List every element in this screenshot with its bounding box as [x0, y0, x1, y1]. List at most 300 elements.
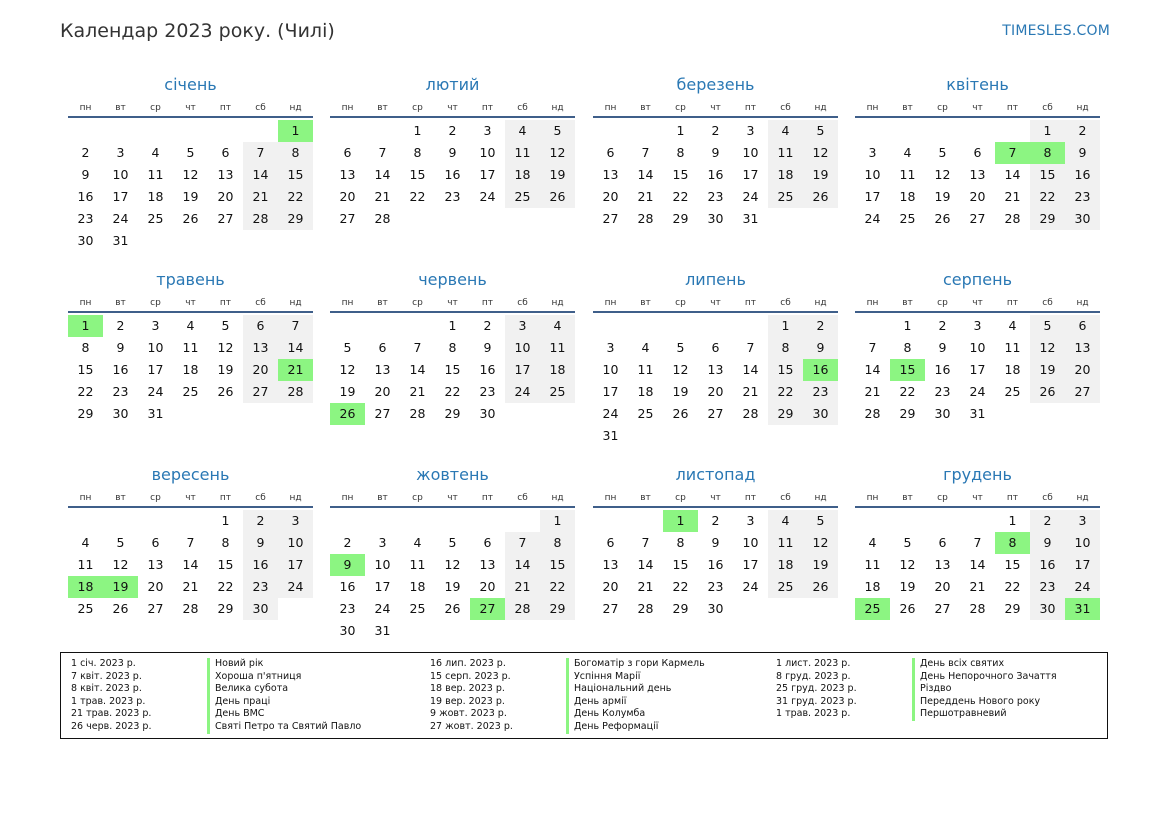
day-cell[interactable]: 8: [768, 337, 803, 359]
day-cell[interactable]: 17: [864, 189, 881, 204]
day-cell[interactable]: 6: [378, 340, 387, 355]
day-cell[interactable]: 2: [938, 318, 947, 333]
day-cell[interactable]: 13: [147, 557, 164, 572]
day-cell[interactable]: 20: [243, 359, 278, 381]
day-cell[interactable]: 22: [217, 579, 234, 594]
day-cell[interactable]: 26: [1030, 381, 1065, 403]
day-cell[interactable]: 10: [112, 167, 129, 182]
day-cell[interactable]: 30: [112, 406, 129, 421]
day-cell[interactable]: 15: [540, 554, 575, 576]
day-cell[interactable]: 4: [868, 535, 877, 550]
day-cell[interactable]: 17: [374, 579, 391, 594]
day-cell[interactable]: 26: [444, 601, 461, 616]
day-cell[interactable]: 15: [768, 359, 803, 381]
day-cell[interactable]: 26: [217, 384, 234, 399]
day-cell[interactable]: 20: [934, 579, 951, 594]
day-cell[interactable]: 11: [505, 142, 540, 164]
day-cell[interactable]: 30: [479, 406, 496, 421]
day-cell[interactable]: 8: [413, 145, 422, 160]
day-cell[interactable]: 25: [540, 381, 575, 403]
day-cell[interactable]: 8: [676, 535, 685, 550]
day-cell[interactable]: 26: [112, 601, 129, 616]
day-cell[interactable]: 12: [899, 557, 916, 572]
day-cell[interactable]: 21: [969, 579, 986, 594]
day-cell[interactable]: 30: [1065, 208, 1100, 230]
day-cell[interactable]: 11: [77, 557, 94, 572]
day-cell[interactable]: 12: [934, 167, 951, 182]
day-cell[interactable]: 1: [221, 513, 230, 528]
day-cell[interactable]: 16: [243, 554, 278, 576]
day-cell[interactable]: 14: [278, 337, 313, 359]
day-cell[interactable]: 6: [938, 535, 947, 550]
day-cell[interactable]: 6: [343, 145, 352, 160]
day-cell[interactable]: 4: [186, 318, 195, 333]
day-cell[interactable]: 29: [768, 403, 803, 425]
day-cell[interactable]: 11: [637, 362, 654, 377]
day-cell[interactable]: 29: [1030, 208, 1065, 230]
day-cell[interactable]: 9: [483, 340, 492, 355]
day-cell[interactable]: 9: [938, 340, 947, 355]
day-cell[interactable]: 28: [1004, 211, 1021, 226]
day-cell[interactable]: 18: [409, 579, 426, 594]
day-cell[interactable]: 10: [969, 340, 986, 355]
holiday-day-cell[interactable]: 19: [103, 576, 138, 598]
day-cell[interactable]: 1: [1008, 513, 1017, 528]
day-cell[interactable]: 3: [278, 510, 313, 532]
day-cell[interactable]: 19: [540, 164, 575, 186]
day-cell[interactable]: 25: [637, 406, 654, 421]
day-cell[interactable]: 6: [483, 535, 492, 550]
day-cell[interactable]: 13: [969, 167, 986, 182]
day-cell[interactable]: 7: [641, 145, 650, 160]
day-cell[interactable]: 12: [217, 340, 234, 355]
day-cell[interactable]: 9: [243, 532, 278, 554]
day-cell[interactable]: 25: [182, 384, 199, 399]
day-cell[interactable]: 27: [243, 381, 278, 403]
day-cell[interactable]: 2: [803, 315, 838, 337]
day-cell[interactable]: 4: [768, 120, 803, 142]
day-cell[interactable]: 22: [1004, 579, 1021, 594]
day-cell[interactable]: 2: [711, 513, 720, 528]
day-cell[interactable]: 10: [147, 340, 164, 355]
day-cell[interactable]: 27: [707, 406, 724, 421]
day-cell[interactable]: 7: [746, 340, 755, 355]
day-cell[interactable]: 18: [182, 362, 199, 377]
day-cell[interactable]: 28: [864, 406, 881, 421]
day-cell[interactable]: 1: [540, 510, 575, 532]
day-cell[interactable]: 9: [81, 167, 90, 182]
day-cell[interactable]: 2: [711, 123, 720, 138]
day-cell[interactable]: 2: [1065, 120, 1100, 142]
day-cell[interactable]: 14: [742, 362, 759, 377]
day-cell[interactable]: 2: [448, 123, 457, 138]
day-cell[interactable]: 28: [505, 598, 540, 620]
day-cell[interactable]: 12: [444, 557, 461, 572]
day-cell[interactable]: 15: [409, 167, 426, 182]
day-cell[interactable]: 27: [602, 211, 619, 226]
day-cell[interactable]: 23: [707, 189, 724, 204]
day-cell[interactable]: 16: [707, 557, 724, 572]
day-cell[interactable]: 23: [77, 211, 94, 226]
day-cell[interactable]: 10: [505, 337, 540, 359]
day-cell[interactable]: 27: [1065, 381, 1100, 403]
day-cell[interactable]: 24: [505, 381, 540, 403]
day-cell[interactable]: 27: [969, 211, 986, 226]
day-cell[interactable]: 23: [707, 579, 724, 594]
day-cell[interactable]: 20: [602, 189, 619, 204]
holiday-day-cell[interactable]: 7: [995, 142, 1030, 164]
holiday-day-cell[interactable]: 16: [803, 359, 838, 381]
day-cell[interactable]: 23: [339, 601, 356, 616]
holiday-day-cell[interactable]: 9: [330, 554, 365, 576]
day-cell[interactable]: 13: [602, 167, 619, 182]
day-cell[interactable]: 13: [602, 557, 619, 572]
day-cell[interactable]: 18: [899, 189, 916, 204]
day-cell[interactable]: 16: [444, 167, 461, 182]
day-cell[interactable]: 22: [444, 384, 461, 399]
day-cell[interactable]: 15: [278, 164, 313, 186]
day-cell[interactable]: 2: [116, 318, 125, 333]
day-cell[interactable]: 3: [378, 535, 387, 550]
day-cell[interactable]: 18: [637, 384, 654, 399]
day-cell[interactable]: 30: [339, 623, 356, 638]
day-cell[interactable]: 21: [409, 384, 426, 399]
day-cell[interactable]: 22: [540, 576, 575, 598]
day-cell[interactable]: 23: [479, 384, 496, 399]
day-cell[interactable]: 31: [374, 623, 391, 638]
holiday-day-cell[interactable]: 1: [278, 120, 313, 142]
day-cell[interactable]: 12: [112, 557, 129, 572]
day-cell[interactable]: 3: [1065, 510, 1100, 532]
day-cell[interactable]: 28: [243, 208, 278, 230]
holiday-day-cell[interactable]: 26: [330, 403, 365, 425]
day-cell[interactable]: 20: [1065, 359, 1100, 381]
holiday-day-cell[interactable]: 31: [1065, 598, 1100, 620]
day-cell[interactable]: 27: [602, 601, 619, 616]
day-cell[interactable]: 25: [1004, 384, 1021, 399]
day-cell[interactable]: 31: [112, 233, 129, 248]
day-cell[interactable]: 12: [803, 142, 838, 164]
day-cell[interactable]: 16: [339, 579, 356, 594]
day-cell[interactable]: 19: [217, 362, 234, 377]
day-cell[interactable]: 25: [505, 186, 540, 208]
day-cell[interactable]: 16: [77, 189, 94, 204]
day-cell[interactable]: 14: [864, 362, 881, 377]
day-cell[interactable]: 11: [147, 167, 164, 182]
day-cell[interactable]: 14: [637, 557, 654, 572]
holiday-day-cell[interactable]: 1: [663, 510, 698, 532]
day-cell[interactable]: 28: [182, 601, 199, 616]
day-cell[interactable]: 23: [1065, 186, 1100, 208]
day-cell[interactable]: 15: [217, 557, 234, 572]
day-cell[interactable]: 17: [742, 557, 759, 572]
day-cell[interactable]: 26: [803, 576, 838, 598]
day-cell[interactable]: 14: [374, 167, 391, 182]
day-cell[interactable]: 12: [672, 362, 689, 377]
day-cell[interactable]: 4: [540, 315, 575, 337]
day-cell[interactable]: 28: [637, 211, 654, 226]
holiday-day-cell[interactable]: 25: [855, 598, 890, 620]
day-cell[interactable]: 8: [676, 145, 685, 160]
day-cell[interactable]: 18: [1004, 362, 1021, 377]
day-cell[interactable]: 6: [151, 535, 160, 550]
day-cell[interactable]: 12: [1030, 337, 1065, 359]
holiday-day-cell[interactable]: 27: [470, 598, 505, 620]
day-cell[interactable]: 9: [116, 340, 125, 355]
day-cell[interactable]: 9: [1065, 142, 1100, 164]
day-cell[interactable]: 25: [147, 211, 164, 226]
day-cell[interactable]: 9: [711, 145, 720, 160]
day-cell[interactable]: 17: [742, 167, 759, 182]
day-cell[interactable]: 5: [803, 510, 838, 532]
brand-link[interactable]: TIMESLES.COM: [1002, 23, 1110, 39]
day-cell[interactable]: 16: [1030, 554, 1065, 576]
day-cell[interactable]: 28: [409, 406, 426, 421]
day-cell[interactable]: 8: [540, 532, 575, 554]
day-cell[interactable]: 19: [803, 164, 838, 186]
day-cell[interactable]: 4: [1008, 318, 1017, 333]
day-cell[interactable]: 7: [641, 535, 650, 550]
day-cell[interactable]: 12: [182, 167, 199, 182]
day-cell[interactable]: 4: [641, 340, 650, 355]
day-cell[interactable]: 30: [77, 233, 94, 248]
day-cell[interactable]: 10: [742, 145, 759, 160]
day-cell[interactable]: 19: [899, 579, 916, 594]
day-cell[interactable]: 6: [1065, 315, 1100, 337]
day-cell[interactable]: 13: [339, 167, 356, 182]
day-cell[interactable]: 29: [278, 208, 313, 230]
day-cell[interactable]: 8: [448, 340, 457, 355]
day-cell[interactable]: 2: [243, 510, 278, 532]
day-cell[interactable]: 28: [969, 601, 986, 616]
day-cell[interactable]: 5: [186, 145, 195, 160]
day-cell[interactable]: 23: [243, 576, 278, 598]
day-cell[interactable]: 5: [448, 535, 457, 550]
day-cell[interactable]: 11: [409, 557, 426, 572]
day-cell[interactable]: 2: [343, 535, 352, 550]
day-cell[interactable]: 7: [278, 315, 313, 337]
day-cell[interactable]: 21: [505, 576, 540, 598]
day-cell[interactable]: 22: [409, 189, 426, 204]
day-cell[interactable]: 27: [934, 601, 951, 616]
day-cell[interactable]: 31: [742, 211, 759, 226]
day-cell[interactable]: 22: [899, 384, 916, 399]
day-cell[interactable]: 2: [483, 318, 492, 333]
day-cell[interactable]: 26: [803, 186, 838, 208]
day-cell[interactable]: 10: [602, 362, 619, 377]
day-cell[interactable]: 3: [505, 315, 540, 337]
day-cell[interactable]: 13: [217, 167, 234, 182]
day-cell[interactable]: 25: [409, 601, 426, 616]
day-cell[interactable]: 24: [112, 211, 129, 226]
day-cell[interactable]: 30: [803, 403, 838, 425]
day-cell[interactable]: 29: [1004, 601, 1021, 616]
day-cell[interactable]: 31: [147, 406, 164, 421]
day-cell[interactable]: 6: [606, 145, 615, 160]
day-cell[interactable]: 19: [1030, 359, 1065, 381]
day-cell[interactable]: 7: [973, 535, 982, 550]
day-cell[interactable]: 11: [768, 142, 803, 164]
day-cell[interactable]: 24: [479, 189, 496, 204]
day-cell[interactable]: 14: [1004, 167, 1021, 182]
day-cell[interactable]: 19: [803, 554, 838, 576]
day-cell[interactable]: 28: [742, 406, 759, 421]
day-cell[interactable]: 15: [672, 167, 689, 182]
day-cell[interactable]: 24: [864, 211, 881, 226]
holiday-day-cell[interactable]: 21: [278, 359, 313, 381]
day-cell[interactable]: 25: [768, 186, 803, 208]
day-cell[interactable]: 5: [1030, 315, 1065, 337]
day-cell[interactable]: 18: [768, 164, 803, 186]
day-cell[interactable]: 23: [1030, 576, 1065, 598]
day-cell[interactable]: 21: [742, 384, 759, 399]
day-cell[interactable]: 16: [112, 362, 129, 377]
day-cell[interactable]: 21: [637, 579, 654, 594]
day-cell[interactable]: 4: [505, 120, 540, 142]
day-cell[interactable]: 21: [374, 189, 391, 204]
day-cell[interactable]: 17: [505, 359, 540, 381]
holiday-day-cell[interactable]: 8: [1030, 142, 1065, 164]
day-cell[interactable]: 10: [864, 167, 881, 182]
day-cell[interactable]: 18: [505, 164, 540, 186]
day-cell[interactable]: 20: [374, 384, 391, 399]
day-cell[interactable]: 26: [540, 186, 575, 208]
day-cell[interactable]: 10: [742, 535, 759, 550]
day-cell[interactable]: 23: [803, 381, 838, 403]
day-cell[interactable]: 7: [378, 145, 387, 160]
day-cell[interactable]: 3: [116, 145, 125, 160]
day-cell[interactable]: 29: [672, 211, 689, 226]
day-cell[interactable]: 10: [278, 532, 313, 554]
day-cell[interactable]: 14: [409, 362, 426, 377]
day-cell[interactable]: 4: [413, 535, 422, 550]
day-cell[interactable]: 26: [672, 406, 689, 421]
day-cell[interactable]: 21: [864, 384, 881, 399]
day-cell[interactable]: 2: [81, 145, 90, 160]
day-cell[interactable]: 21: [1004, 189, 1021, 204]
day-cell[interactable]: 1: [1030, 120, 1065, 142]
day-cell[interactable]: 10: [479, 145, 496, 160]
day-cell[interactable]: 5: [903, 535, 912, 550]
day-cell[interactable]: 25: [899, 211, 916, 226]
day-cell[interactable]: 27: [217, 211, 234, 226]
day-cell[interactable]: 13: [934, 557, 951, 572]
day-cell[interactable]: 14: [505, 554, 540, 576]
day-cell[interactable]: 11: [768, 532, 803, 554]
day-cell[interactable]: 13: [1065, 337, 1100, 359]
day-cell[interactable]: 19: [444, 579, 461, 594]
day-cell[interactable]: 15: [444, 362, 461, 377]
day-cell[interactable]: 29: [899, 406, 916, 421]
day-cell[interactable]: 6: [243, 315, 278, 337]
day-cell[interactable]: 21: [182, 579, 199, 594]
day-cell[interactable]: 29: [77, 406, 94, 421]
day-cell[interactable]: 11: [864, 557, 881, 572]
day-cell[interactable]: 6: [221, 145, 230, 160]
day-cell[interactable]: 3: [606, 340, 615, 355]
day-cell[interactable]: 17: [602, 384, 619, 399]
day-cell[interactable]: 30: [1030, 598, 1065, 620]
day-cell[interactable]: 3: [868, 145, 877, 160]
day-cell[interactable]: 19: [672, 384, 689, 399]
day-cell[interactable]: 20: [217, 189, 234, 204]
holiday-day-cell[interactable]: 15: [890, 359, 925, 381]
day-cell[interactable]: 24: [742, 579, 759, 594]
day-cell[interactable]: 3: [151, 318, 160, 333]
day-cell[interactable]: 13: [707, 362, 724, 377]
day-cell[interactable]: 23: [444, 189, 461, 204]
day-cell[interactable]: 15: [1030, 164, 1065, 186]
day-cell[interactable]: 12: [339, 362, 356, 377]
day-cell[interactable]: 5: [540, 120, 575, 142]
day-cell[interactable]: 14: [243, 164, 278, 186]
day-cell[interactable]: 15: [672, 557, 689, 572]
day-cell[interactable]: 28: [637, 601, 654, 616]
day-cell[interactable]: 14: [637, 167, 654, 182]
day-cell[interactable]: 20: [147, 579, 164, 594]
day-cell[interactable]: 8: [221, 535, 230, 550]
day-cell[interactable]: 18: [768, 554, 803, 576]
day-cell[interactable]: 16: [479, 362, 496, 377]
day-cell[interactable]: 18: [540, 359, 575, 381]
day-cell[interactable]: 5: [221, 318, 230, 333]
day-cell[interactable]: 17: [278, 554, 313, 576]
day-cell[interactable]: 15: [77, 362, 94, 377]
holiday-day-cell[interactable]: 1: [68, 315, 103, 337]
day-cell[interactable]: 1: [903, 318, 912, 333]
day-cell[interactable]: 4: [903, 145, 912, 160]
day-cell[interactable]: 12: [540, 142, 575, 164]
day-cell[interactable]: 8: [81, 340, 90, 355]
day-cell[interactable]: 30: [707, 601, 724, 616]
day-cell[interactable]: 5: [343, 340, 352, 355]
day-cell[interactable]: 19: [934, 189, 951, 204]
day-cell[interactable]: 18: [147, 189, 164, 204]
day-cell[interactable]: 24: [1065, 576, 1100, 598]
day-cell[interactable]: 11: [899, 167, 916, 182]
day-cell[interactable]: 28: [374, 211, 391, 226]
day-cell[interactable]: 10: [374, 557, 391, 572]
day-cell[interactable]: 7: [505, 532, 540, 554]
day-cell[interactable]: 23: [112, 384, 129, 399]
day-cell[interactable]: 11: [1004, 340, 1021, 355]
day-cell[interactable]: 20: [969, 189, 986, 204]
day-cell[interactable]: 29: [217, 601, 234, 616]
day-cell[interactable]: 9: [448, 145, 457, 160]
day-cell[interactable]: 4: [81, 535, 90, 550]
day-cell[interactable]: 20: [707, 384, 724, 399]
day-cell[interactable]: 17: [479, 167, 496, 182]
day-cell[interactable]: 3: [973, 318, 982, 333]
holiday-day-cell[interactable]: 8: [995, 532, 1030, 554]
day-cell[interactable]: 8: [278, 142, 313, 164]
day-cell[interactable]: 22: [768, 381, 803, 403]
day-cell[interactable]: 8: [903, 340, 912, 355]
day-cell[interactable]: 16: [934, 362, 951, 377]
day-cell[interactable]: 21: [243, 186, 278, 208]
day-cell[interactable]: 9: [803, 337, 838, 359]
day-cell[interactable]: 26: [899, 601, 916, 616]
day-cell[interactable]: 25: [77, 601, 94, 616]
day-cell[interactable]: 13: [243, 337, 278, 359]
day-cell[interactable]: 1: [676, 123, 685, 138]
day-cell[interactable]: 5: [676, 340, 685, 355]
day-cell[interactable]: 17: [969, 362, 986, 377]
day-cell[interactable]: 3: [746, 123, 755, 138]
day-cell[interactable]: 3: [746, 513, 755, 528]
day-cell[interactable]: 15: [1004, 557, 1021, 572]
day-cell[interactable]: 27: [339, 211, 356, 226]
